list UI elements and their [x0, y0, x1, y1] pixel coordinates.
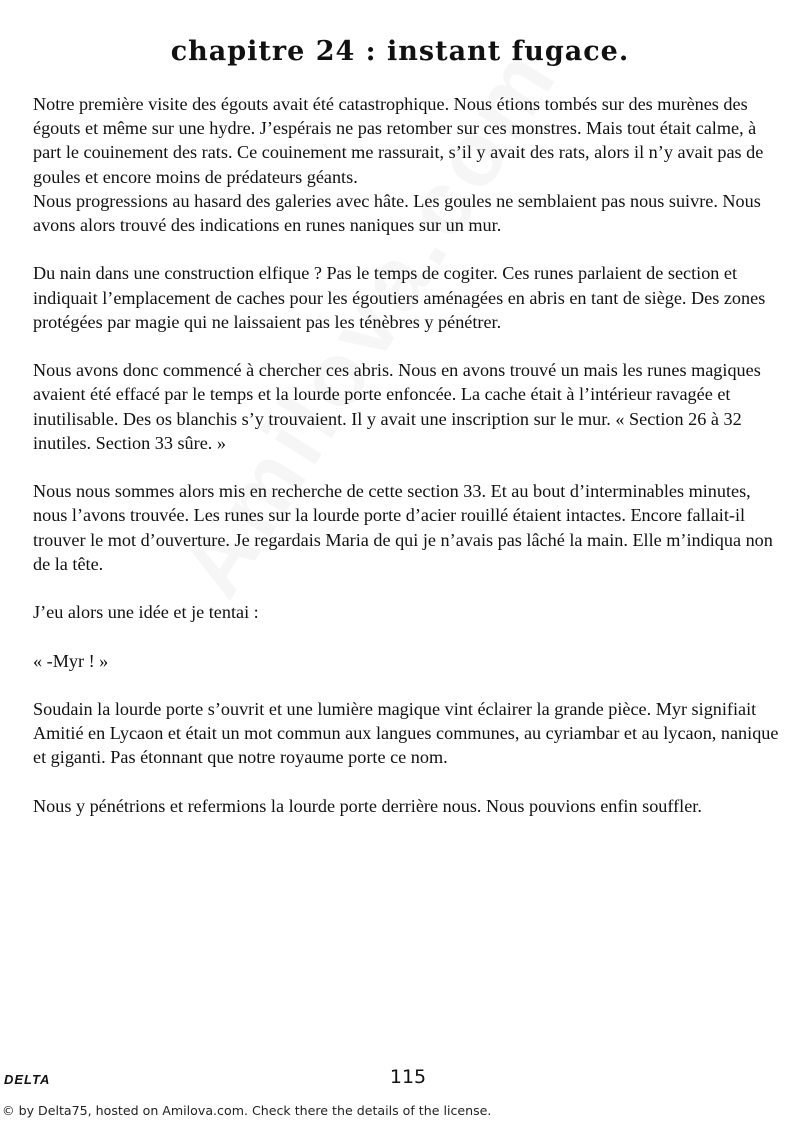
page-number: 115: [389, 1066, 427, 1088]
author-signature: DELTA: [4, 1072, 51, 1087]
chapter-text: [33, 92, 785, 842]
paragraph: J’eu alors une idée et je tentai :: [33, 602, 259, 623]
paragraph: Notre première visite des égouts avait été catastrophique. Nous étions tombés sur des murènes des égouts et même sur une hydre. J’espérais ne pas retomber sur ces monstres. Mais tout était calme, à part le couinement des rats. Ce couinement me rassurait, s’il y avait des rats, alors il n’y avait pas de goules et encore moins de prédateurs géants.: [33, 94, 764, 187]
paragraph: Nous avons donc commencé à chercher ces abris. Nous en avons trouvé un mais les runes magiques avaient été effacé par le temps et la lourde porte enfoncée. La cache était à l’intérieur ravagée et inutilisable. Des os blanchis s’y trouvaient. Il y avait une inscription sur le mur. « Section 26 à 32 inutiles. Section 33 sûre. »: [33, 360, 761, 453]
chapter-title: chapitre 24 : instant fugace.: [170, 36, 630, 67]
paragraph: Soudain la lourde porte s’ouvrit et une lumière magique vint éclairer la grande pièce. Myr signifiait Amitié en Lycaon et était un mot commun aux langues communes, au cyriambar et au lycaon, nanique et giganti. Pas étonnant que notre royaume porte ce nom.: [33, 698, 779, 768]
paragraph: Nous progressions au hasard des galeries avec hâte. Les goules ne semblaient pas nous suivre. Nous avons alors trouvé des indications en runes naniques sur un mur.: [33, 190, 761, 236]
paragraph: « -Myr ! »: [33, 650, 109, 671]
paragraph: Du nain dans une construction elfique ? Pas le temps de cogiter. Ces runes parlaient de section et indiquait l’emplacement de caches pour les égoutiers aménagées en abris en tant de siège. Des zones protégées par magie qui ne laissaient pas les ténèbres y pénétrer.: [33, 263, 766, 332]
license-footer: © by Delta75, hosted on Amilova.com. Check there the details of the license.: [2, 1103, 492, 1118]
paragraph: Nous nous sommes alors mis en recherche de cette section 33. Et au bout d’interminables minutes, nous l’avons trouvée. Les runes sur la lourde porte d’acier rouillé étaient intactes. Encore fallait-il trouver le mot d’ouverture. Je regardais Maria de qui je n’avais pas lâché la main. Elle m’indiqua non de la tête.: [33, 481, 773, 574]
paragraph: Nous y pénétrions et refermions la lourde porte derrière nous. Nous pouvions enfin souffler.: [33, 795, 702, 816]
